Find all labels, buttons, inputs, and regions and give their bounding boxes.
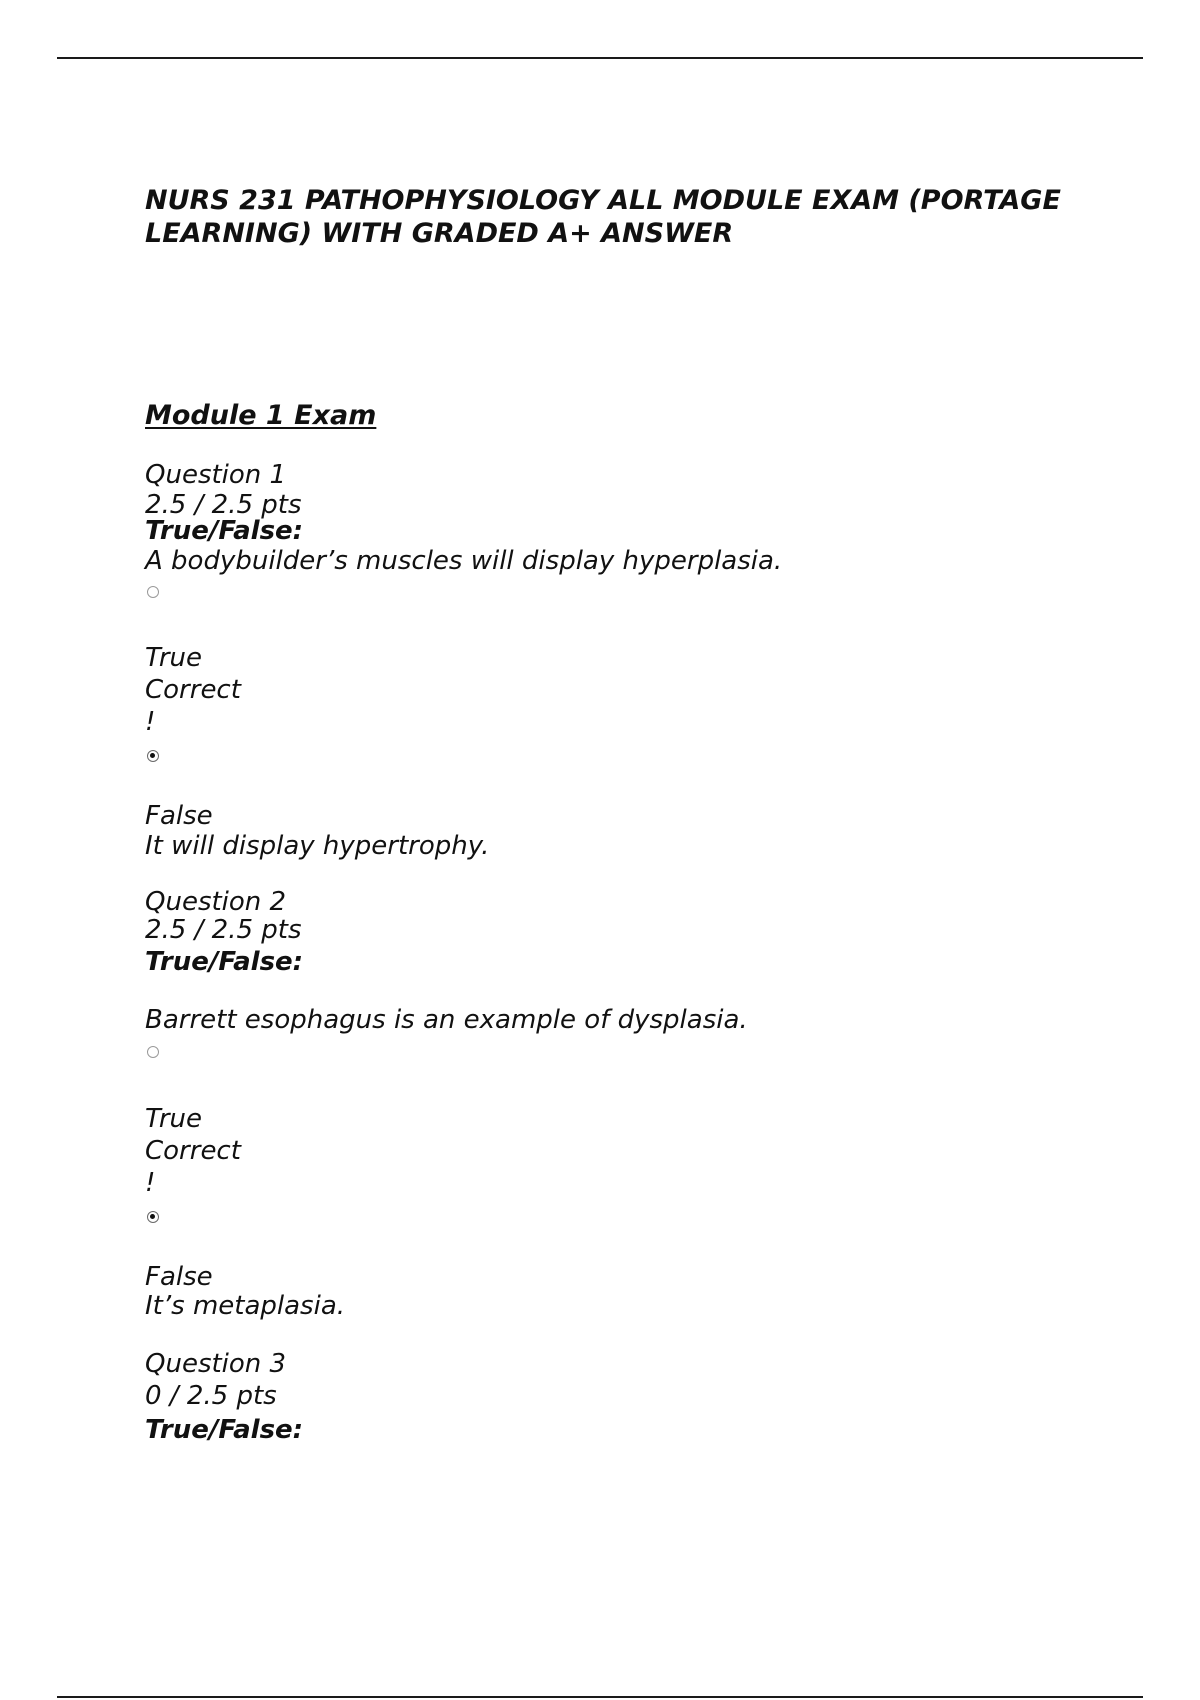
question-type: True/False: — [145, 1415, 304, 1445]
question-score: 0 / 2.5 pts — [145, 1381, 277, 1411]
question-prompt: A bodybuilder’s muscles will display hyperplasia. — [145, 546, 783, 576]
answer-explanation: It will display hypertrophy. — [145, 831, 490, 861]
question-label: Question 2 — [145, 887, 287, 917]
question-type: True/False: — [145, 947, 304, 977]
document-title-line-1: NURS 231 PATHOPHYSIOLOGY ALL MODULE EXAM (PORTAGE — [145, 185, 1061, 216]
document-title-line-2: LEARNING) WITH GRADED A+ ANSWER — [145, 218, 734, 249]
question-score: 2.5 / 2.5 pts — [145, 915, 302, 945]
option-true-radio[interactable] — [147, 586, 159, 598]
question-score: 2.5 / 2.5 pts — [145, 490, 302, 520]
option-true-radio[interactable] — [147, 1046, 159, 1058]
question-type: True/False: — [145, 516, 304, 546]
option-false-label: False — [145, 1262, 213, 1292]
option-false-label: False — [145, 801, 213, 831]
feedback-mark: ! — [145, 1168, 156, 1198]
option-false-radio[interactable] — [147, 1211, 159, 1223]
question-label: Question 3 — [145, 1349, 287, 1379]
module-heading: Module 1 Exam — [145, 400, 377, 431]
option-true-label: True — [145, 1104, 203, 1134]
header-rule — [57, 57, 1143, 59]
footer-rule — [57, 1696, 1143, 1698]
feedback-mark: ! — [145, 707, 156, 737]
feedback-correct: Correct — [145, 1136, 241, 1166]
option-true-label: True — [145, 643, 203, 673]
question-prompt: Barrett esophagus is an example of dysplasia. — [145, 1005, 748, 1035]
option-false-radio[interactable] — [147, 750, 159, 762]
question-label: Question 1 — [145, 460, 287, 490]
feedback-correct: Correct — [145, 675, 241, 705]
answer-explanation: It’s metaplasia. — [145, 1291, 346, 1321]
